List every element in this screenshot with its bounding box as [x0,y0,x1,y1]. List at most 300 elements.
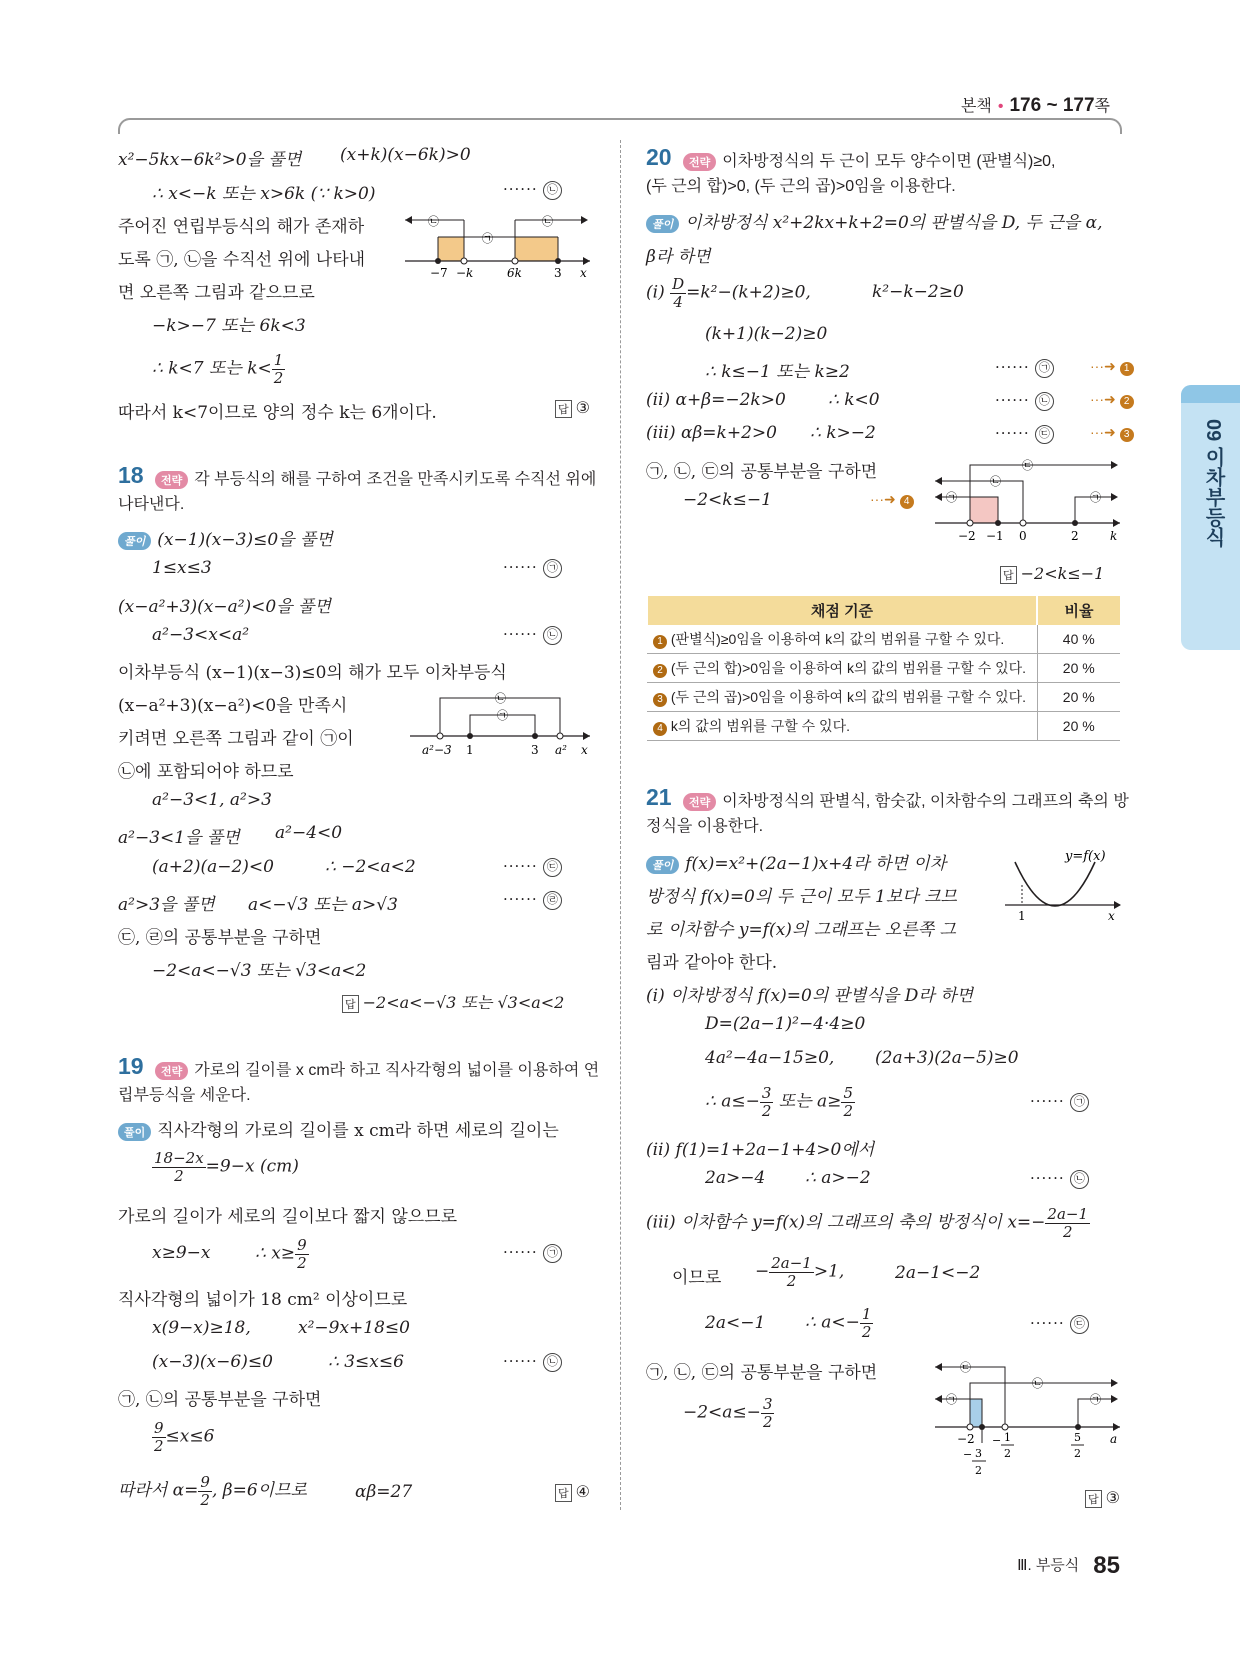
side-tab-top [1181,385,1240,403]
p19-strategy-2: 립부등식을 세운다. [118,1087,251,1104]
p19-line-4b [255,1237,309,1271]
fig1-shade-2 [515,237,558,261]
fraction [152,1420,166,1454]
fig18-tick-2: 1 [466,743,474,757]
dots-leader: ······ ㉡ [503,625,562,645]
p19-line-1 [118,1116,559,1141]
fraction-num: 1 [273,351,284,369]
fig20-circle-2: ㉡ [990,475,1001,488]
p21-line-14: ㉠, ㉡, ㉢의 공통부분을 구하면 [646,1363,878,1383]
p21-line-7b: (2a+3)(2a−5)≥0 [875,1048,1019,1068]
p20-line-3-text: =k²−(k+2)≥0, [686,282,811,303]
p21-line-5: (ⅰ) 이차방정식 f(x)=0의 판별식을 D라 하면 [646,986,974,1006]
dots-leader: ······ ㉠ [1030,1092,1089,1112]
fig21-circle-1: ㉠ [946,1393,957,1406]
fraction-num: D [672,275,685,293]
p21-line-11 [646,1206,1090,1240]
header-pages: 176 ~ 177 [1009,95,1095,116]
step-marker: ···➜ 4 [870,491,914,509]
fraction-den: 2 [786,1271,797,1290]
table-row [647,654,1120,683]
fig21-tick-4-den: 2 [1074,1447,1081,1460]
solution-badge: 풀이 [646,215,679,233]
fraction-num: 18−2x [154,1149,204,1167]
p18-line-5: 이차부등식 (x−1)(x−3)≤0의 해가 모두 이차부등식 [118,663,507,683]
dots-leader: ······ ㉣ [503,890,562,910]
fig1-tick-5: x [580,266,587,280]
fig21-axis-arrow [1113,1423,1120,1431]
strategy-badge: 전략 [683,793,716,811]
grading-criteria [647,683,1037,712]
p20-line-7b: ∴ k>−2 [810,423,876,443]
marker-label: ㉡ [543,181,562,200]
fig18-tick-1: a²−3 [422,743,452,757]
fig20-circle-3: ㉠ [946,491,957,504]
page-footer [1017,1552,1120,1580]
marker-label: ㉡ [1035,392,1054,411]
fig21-point-3 [1002,1424,1008,1430]
fig1-circle-2: ㉠ [482,232,493,245]
criteria-text: (두 근의 합)>0임을 이용하여 k의 값의 범위를 구할 수 있다. [670,660,1027,676]
p18-line-14: −2<a<−√3 또는 √3<a<2 [152,961,367,981]
dots-leader: ······ ㉡ [1030,1169,1089,1189]
p21-line-11-text: (ⅲ) 이차함수 y=f(x)의 그래프의 축의 방정식이 x=− [646,1212,1046,1233]
fig21-tick-3-minus: − [992,1434,1002,1447]
p19-line-4b-text: ∴ x≥ [255,1243,296,1264]
column-divider [620,140,621,1510]
left-line-2: ∴ x<−k 또는 x>6k (∵ k>0) [152,184,376,204]
p19-line-5: 직사각형의 넓이가 18 cm² 이상이므로 [118,1290,408,1310]
number-line-figure-20 [930,455,1125,545]
fig21-arrow-b [1111,1379,1118,1387]
p20-line-8: ㉠, ㉡, ㉢의 공통부분을 구하면 [646,462,878,482]
fig21-arrow-a2 [1111,1395,1118,1403]
fig20-arrow-a1 [935,493,942,501]
p19-line-7: (x−3)(x−6)≤0 [152,1352,273,1372]
fig21-circle-3: ㉢ [960,1361,971,1374]
fig21-tick-2-num: 3 [975,1447,982,1460]
dots-leader: ······ ㉠ [995,358,1054,378]
fraction-den: 2 [1062,1222,1073,1241]
fig21-tick-3-num: 1 [1004,1431,1011,1444]
step-number: 4 [653,722,667,736]
fraction-den: 2 [273,368,284,387]
fig18-point-2 [467,733,473,739]
dots-leader: ······ ㉡ [503,180,562,200]
step-marker: ···➜ 1 [1090,358,1134,376]
chapter-side-tab[interactable] [1181,385,1240,650]
step-number: 3 [653,693,667,707]
p18-line-4: a²−3<x<a² [152,625,250,645]
p21-line-12: 이므로 [672,1268,722,1288]
p18-line-8: ㉡에 포함되어야 하므로 [118,762,294,782]
step-number: 4 [900,495,914,509]
p19-line-2 [152,1150,299,1184]
fig21-arrow-a1 [935,1395,942,1403]
fig21-circle-4: ㉠ [1090,1393,1101,1406]
p18-strategy-text: 각 부등식의 해를 구하여 조건을 만족시키도록 수직선 위에 [194,471,597,488]
grading-header-criteria: 채점 기준 [647,596,1037,625]
p19-line-8: ㉠, ㉡의 공통부분을 구하면 [118,1390,322,1410]
fig1-tick-1: −7 [430,266,448,280]
fraction [841,1085,855,1119]
answer-16 [555,398,590,418]
fig21-tick-1: −2 [957,1432,975,1446]
dots-leader: ······ ㉡ [995,391,1054,411]
fraction-den: 4 [673,292,683,311]
fig1-tick-3: 6k [507,266,522,280]
p19-line-4: x≥9−x [152,1243,211,1263]
fig1-arrow-left [405,216,412,224]
fig20-circle-1: ㉢ [1022,459,1033,472]
marker-label: ㉡ [543,626,562,645]
p19-line-2-text: =9−x (cm) [205,1156,299,1177]
header-suffix: 쪽 [1094,98,1110,115]
answer-value: ③ [1105,1490,1120,1507]
p21-strategy [683,788,1129,811]
table-row [647,712,1120,741]
fraction [761,1396,775,1430]
answer-badge: 답 [555,400,572,418]
p18-line-12b: a<−√3 또는 a>√3 [248,895,398,915]
strategy-badge: 전략 [683,153,716,171]
fig20-tick-5: k [1110,529,1118,543]
p20-line-7: (ⅲ) αβ=k+2>0 [646,423,777,443]
fig20-point-3 [1020,520,1026,526]
p18-strategy-2: 나타낸다. [118,496,185,513]
p19-line-10c: αβ=27 [355,1482,413,1502]
p19-line-10 [118,1474,307,1508]
fig18-point-1 [437,733,443,739]
p20-line-9: −2<k≤−1 [683,490,772,510]
p18-strategy [155,466,596,489]
fig18-tick-3: 3 [531,743,539,757]
parabola-curve [1015,862,1095,906]
fig20-arrow-c [1111,461,1118,469]
p18-line-10: a²−3<1을 풀면 [118,828,240,848]
fig20-arrow-a2 [1111,493,1118,501]
fraction [860,1306,874,1340]
p18-line-10b: a²−4<0 [275,823,343,843]
number-line-figure-21 [930,1355,1125,1480]
dots-leader: ······ ㉢ [995,424,1054,444]
fraction [769,1255,814,1289]
p19-line-9 [152,1420,214,1454]
fig1-tick-4: 3 [554,266,562,280]
p21-line-2: 방정식 f(x)=0의 두 근이 모두 1보다 크므 [646,887,957,907]
p21-line-1-text: f(x)=x²+(2a−1)x+4라 하면 이차 [685,854,947,874]
fraction [295,1237,309,1271]
p18-line-13: ㉢, ㉣의 공통부분을 구하면 [118,928,322,948]
criteria-text: (두 근의 곱)>0임을 이용하여 k의 값의 범위를 구할 수 있다. [670,689,1027,705]
answer-20 [1000,564,1104,584]
fraction-num: 1 [861,1305,872,1323]
fraction-den: 2 [200,1490,210,1509]
p18-line-11: (a+2)(a−2)<0 [152,857,274,877]
fig1-tick-2: −k [456,266,474,280]
fig20-point-4 [1072,520,1078,526]
p19-line-10b: , β=6이므로 [211,1480,307,1501]
fraction-den: 2 [761,1101,772,1120]
fig20-tick-2: −1 [986,529,1004,543]
answer-value: ③ [575,400,590,417]
fig20-arrow-b [935,477,942,485]
fig1-point-4 [555,258,561,264]
marker-label: ㉢ [1035,425,1054,444]
p21-line-15-text: −2<a≤− [683,1402,761,1423]
p19-line-10-text: 따라서 α= [118,1480,199,1501]
left-line-8: 따라서 k<7이므로 양의 정수 k는 6개이다. [118,403,437,423]
p18-line-9: a²−3<1, a²>3 [152,790,272,810]
fig18-axis-arrow [583,732,590,740]
fraction-num: 3 [762,1395,773,1413]
fraction-one-half [272,352,286,386]
left-line-4: 도록 ㉠, ㉡을 수직선 위에 나타내 [118,250,366,270]
p21-line-10: 2a>−4 [705,1168,766,1188]
dots-leader: ······ ㉠ [503,1243,562,1263]
p21-strategy-text: 이차방정식의 판별식, 함숫값, 이차함수의 그래프의 축의 방 [722,793,1129,810]
marker-label: ㉣ [543,891,562,910]
solution-badge: 풀이 [118,532,151,550]
p19-line-6: x(9−x)≥18, [152,1318,251,1338]
fraction-den: 2 [174,1166,184,1185]
strategy-badge: 전략 [155,471,188,489]
number-line-figure-18 [405,688,595,760]
marker-label: ㉡ [543,1353,562,1372]
p19-line-9-text: ≤x≤6 [165,1426,215,1447]
fig21-arrow-c [935,1363,942,1371]
step-number: 1 [1120,362,1134,376]
p18-line-11b: ∴ −2<a<2 [325,857,416,877]
left-line-1: x²−5kx−6k²>0을 풀면 [118,150,302,170]
p20-line-5: ∴ k≤−1 또는 k≥2 [705,362,850,382]
p18-line-1-text: (x−1)(x−3)≤0을 풀면 [157,530,333,550]
p19-line-1-text: 직사각형의 가로의 길이를 x cm라 하면 세로의 길이는 [157,1121,559,1141]
problem-number-18: 18 [118,462,144,488]
left-line-5: 면 오른쪽 그림과 같으므로 [118,283,315,303]
grading-rate: 20 % [1037,654,1120,683]
fraction-num: 9 [154,1419,164,1437]
fig21-shade [970,1399,982,1427]
p20-line-1-text: 이차방정식 x²+2kx+k+2=0의 판별식을 D, 두 근을 α, [685,213,1103,233]
grading-rate: 20 % [1037,683,1120,712]
grading-header-rate: 비율 [1037,596,1120,625]
fig1-circle-1: ㉡ [428,215,439,228]
page-number: 85 [1093,1552,1120,1579]
fraction-den: 2 [861,1322,872,1341]
fig20-axis-arrow [1113,519,1120,527]
p21-line-7: 4a²−4a−15≥0, [705,1048,835,1068]
problem-number-19: 19 [118,1053,144,1079]
left-line-6: −k>−7 또는 6k<3 [152,316,306,336]
fraction [198,1474,212,1508]
left-line-1b: (x+k)(x−6k)>0 [340,145,471,165]
p21-strategy-2: 정식을 이용한다. [646,818,764,835]
grading-rate: 20 % [1037,712,1120,741]
fig20-circle-4: ㉠ [1090,491,1101,504]
p20-line-3b: k²−k−2≥0 [872,282,964,302]
fig1-circle-3: ㉡ [542,215,553,228]
fraction [1045,1206,1090,1240]
parabola-label: y=f(x) [1065,849,1106,864]
p21-line-8b: 또는 a≥ [778,1091,842,1112]
p21-line-13b-text: ∴ a<− [805,1312,860,1333]
grading-table [646,596,1120,741]
fig20-point-1 [967,520,973,526]
p21-line-12c: 2a−1<−2 [895,1263,981,1283]
p21-line-13: 2a<−1 [705,1313,766,1333]
fig21-point-2 [979,1424,985,1430]
answer-21 [1085,1488,1120,1508]
fig18-point-3 [532,733,538,739]
fig21-point-1 [967,1424,973,1430]
p19-strategy [155,1057,599,1080]
p21-line-12a: − [755,1261,770,1282]
problem-number-21: 21 [646,784,672,810]
p21-line-9: (ⅱ) f(1)=1+2a−1+4>0에서 [646,1140,875,1160]
fraction [760,1085,774,1119]
left-line-3: 주어진 연립부등식의 해가 존재하 [118,217,365,237]
step-number: 1 [653,635,667,649]
grading-criteria [647,712,1037,741]
answer-19 [555,1482,590,1502]
p20-line-1 [646,208,1103,233]
table-row [647,683,1120,712]
p20-strategy-text: 이차방정식의 두 근이 모두 양수이면 (판별식)≥0, [722,153,1056,170]
p21-line-8 [705,1085,855,1119]
p21-line-6: D=(2a−1)²−4·4≥0 [705,1014,866,1034]
criteria-text: (판별식)≥0임을 이용하여 k의 값의 범위를 구할 수 있다. [670,631,1005,647]
fig18-circle-2: ㉠ [497,709,508,722]
step-number: 2 [653,664,667,678]
marker-label: ㉢ [543,858,562,877]
answer-value: −2<k≤−1 [1020,564,1105,583]
fraction-den: 2 [297,1253,307,1272]
fig18-circle-1: ㉡ [495,692,506,705]
marker-label: ㉡ [1070,1170,1089,1189]
marker-label: ㉠ [543,559,562,578]
side-tab-label: 09 이차부등식 [1202,419,1224,547]
p19-strategy-text: 가로의 길이를 x cm라 하고 직사각형의 넓이를 이용하여 연 [194,1062,600,1079]
fig1-axis-arrow [583,257,590,265]
answer-badge: 답 [1085,1490,1102,1508]
fraction-den: 2 [154,1436,164,1455]
p20-line-3 [646,276,811,310]
header-book: 본책 [960,98,992,115]
p19-line-7b: ∴ 3≤x≤6 [328,1352,404,1372]
fig21-tick-5: a [1110,1432,1118,1446]
fig20-shade [970,497,998,523]
step-number: 3 [1120,428,1134,442]
p20-strategy-2: (두 근의 합)>0, (두 근의 곱)>0임을 이용한다. [646,178,956,195]
footer-chapter: Ⅲ. 부등식 [1017,1556,1080,1574]
dots-leader: ······ ㉢ [503,857,562,877]
fig21-tick-2-den: 2 [975,1464,982,1477]
answer-badge: 답 [1000,566,1017,584]
fig1-point-2 [461,258,467,264]
p21-line-3: 로 이차함수 y=f(x)의 그래프는 오른쪽 그 [646,920,956,940]
answer-value: −2<a<−√3 또는 √3<a<2 [362,993,565,1012]
p20-line-6b: ∴ k<0 [828,390,880,410]
fig21-tick-2-minus: − [963,1448,973,1461]
fig18-tick-4: a² [555,743,567,757]
p20-line-6: (ⅱ) α+β=−2k>0 [646,390,786,410]
fig18-point-4 [557,733,563,739]
p21-line-8-text: ∴ a≤− [705,1091,760,1112]
step-marker: ···➜ 3 [1090,424,1134,442]
marker-label: ㉠ [543,1244,562,1263]
grading-criteria [647,625,1037,654]
p21-line-13b [805,1306,873,1340]
fraction-num: 5 [843,1084,853,1102]
fraction [152,1150,206,1184]
step-marker: ···➜ 2 [1090,391,1134,409]
table-row [647,625,1120,654]
p18-line-7: 키려면 오른쪽 그림과 같이 ㉠이 [118,729,354,749]
bullet-icon: • [997,98,1004,115]
p20-line-2: β라 하면 [646,247,711,267]
p20-strategy [683,148,1055,171]
fig21-point-4 [1075,1424,1081,1430]
fig20-tick-1: −2 [958,529,976,543]
dots-leader: ······ ㉠ [503,558,562,578]
p21-line-10b: ∴ a>−2 [805,1168,871,1188]
answer-18 [342,990,564,1013]
strategy-badge: 전략 [155,1062,188,1080]
p18-line-6: (x−a²+3)(x−a²)<0을 만족시 [118,696,348,716]
p21-line-12-expr [755,1255,844,1289]
parabola-tick-1: 1 [1018,909,1026,923]
fraction-den: 2 [762,1412,773,1431]
p18-line-3: (x−a²+3)(x−a²)<0을 풀면 [118,597,331,617]
dots-leader: ······ ㉢ [1030,1314,1089,1334]
answer-value: ④ [575,1484,590,1501]
fig20-point-2 [995,520,1001,526]
step-number: 2 [1120,395,1134,409]
fig1-point-1 [435,258,441,264]
header-rule [118,118,1122,134]
fig20-tick-4: 2 [1071,529,1079,543]
grading-header-row [647,596,1120,625]
answer-badge: 답 [342,995,359,1013]
p18-line-1 [118,525,333,550]
fig1-arrow-right [581,216,588,224]
parabola-tick-x: x [1108,909,1115,923]
grading-criteria [647,654,1037,683]
fraction-num: 3 [761,1084,772,1102]
p21-line-1 [646,849,946,874]
fig21-tick-4-num: 5 [1074,1431,1081,1444]
fraction-den: 2 [843,1101,853,1120]
left-line-7-text: ∴ k<7 또는 k< [152,358,272,379]
grading-rate: 40 % [1037,625,1120,654]
fig21-circle-2: ㉡ [1032,1377,1043,1390]
fraction [670,276,686,310]
fraction-num: 2a−1 [771,1254,812,1272]
marker-label: ㉠ [1070,1093,1089,1112]
fraction-num: 9 [297,1236,307,1254]
p18-line-2: 1≤x≤3 [152,558,212,578]
solution-badge: 풀이 [118,1123,151,1141]
fraction-num: 2a−1 [1047,1205,1089,1223]
left-line-7 [152,352,285,386]
fig21-tick-3-den: 2 [1004,1447,1011,1460]
criteria-text: k의 값의 범위를 구할 수 있다. [670,718,850,734]
p19-line-3: 가로의 길이가 세로의 길이보다 짧지 않으므로 [118,1207,458,1227]
marker-label: ㉠ [1035,359,1054,378]
fig1-shade-1 [438,237,464,261]
p21-line-4: 림과 같아야 한다. [646,953,778,973]
